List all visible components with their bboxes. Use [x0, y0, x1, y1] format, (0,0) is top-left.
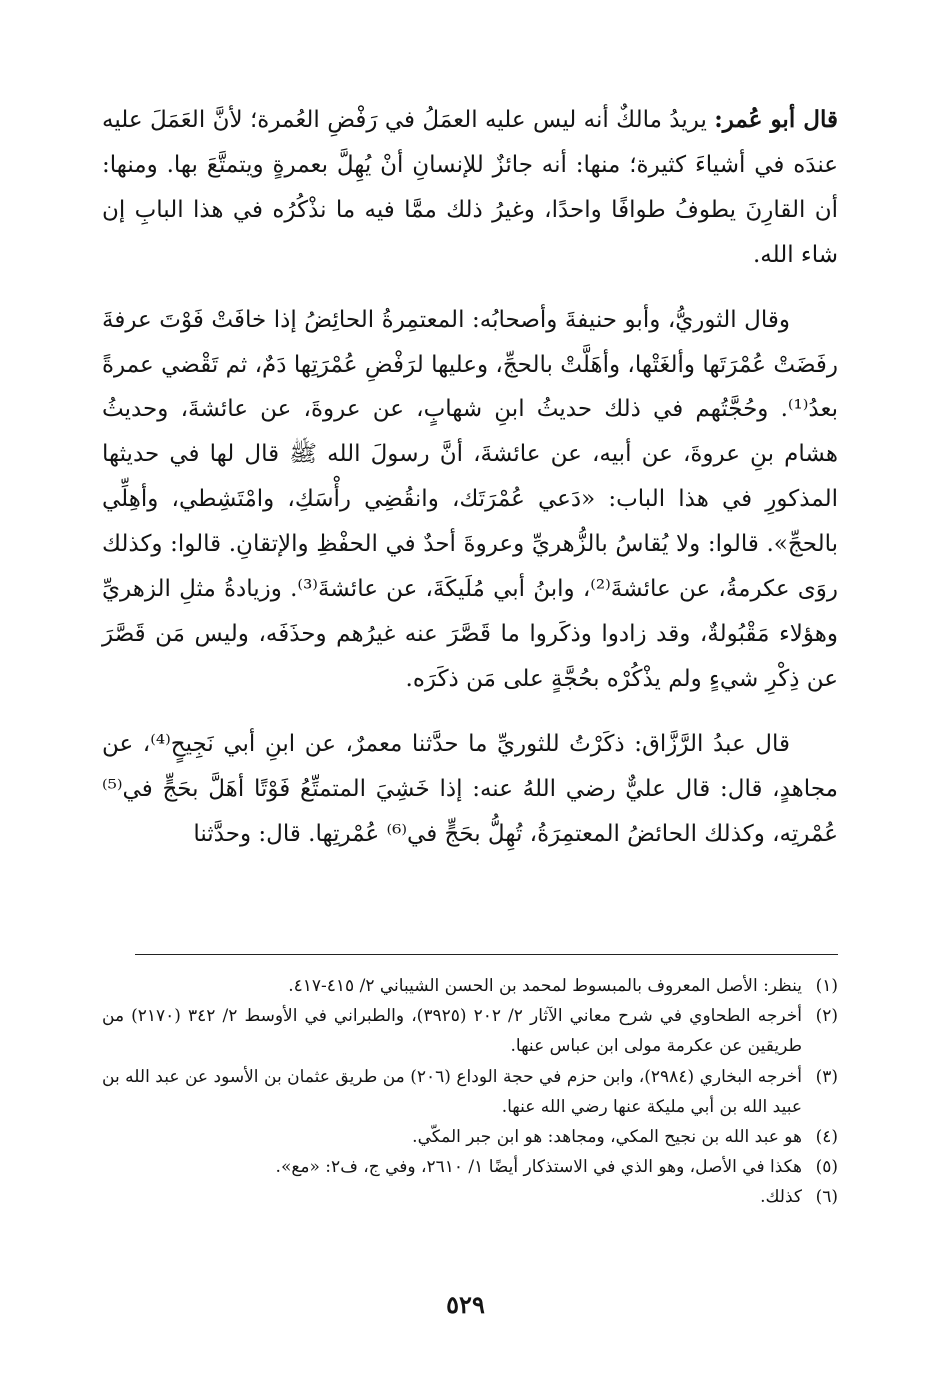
footnote-number: (٢) [815, 1006, 838, 1027]
footnote-divider [135, 954, 838, 955]
footnote-number: (٤) [815, 1127, 838, 1148]
paragraph-2: وقال الثوريُّ، وأبو حنيفةَ وأصحابُه: المعتمِرةُ الحائِضُ إذا خافَتْ فَوْتَ عرفةَ رفَضَتْ عُمْرَتَها وألغَتْها، وأهَلَّتْ بالحجِّ، وعليها لرَفْضِ عُمْرَتِها دَمٌ، ثم تَقْضي عمرةً بعدُ⁽¹⁾. وحُجَّتُهم في ذلك حديثُ ابنِ شهابٍ، عن عروةَ، عن عائشةَ، وحديثُ هشام بنِ عروةَ، عن أبيه، عن عائشةَ، أنَّ رسولَ الله ﷺ قال لها في حديثها المذكورِ في هذا الباب: «دَعي عُمْرَتَك، وانقُضِي رأْسَكِ، وامْتَشِطي، وأهِلِّي بالحجِّ». قالوا: ولا يُقاسُ بالزُّهريِّ وعروةَ أحدٌ في الحفْظِ والإتقانِ. قالوا: وكذلك روَى عكرمةُ، عن عائشةَ⁽²⁾، وابنُ أبي مُلَيكَةَ، عن عائشةَ⁽³⁾. وزيادةُ مثلِ الزهريِّ وهؤلاء مَقْبُولةٌ، وقد زادوا وذكَروا ما قَصَّرَ عنه غيرُهم وحذَفَه، وليس مَن قَصَّرَ عن ذِكْرِ شيءٍ ولم يذْكُرْه بحُجَّةٍ على مَن ذكَرَه. [102, 306, 838, 692]
footnote-text: أخرجه الطحاوي في شرح معاني الآثار ٢/ ٢٠٢ (٣٩٢٥)، والطبراني في الأوسط ٢/ ٣٤٢ (٢١٧٠) من طريقين عن عكرمة مولى ابن عباس عنها. [102, 1006, 802, 1057]
footnote-text: هكذا في الأصل، وهو الذي في الاستذكار أيضًا ١/ ٢٦١٠، وفي ج، ف٢: «مع». [275, 1157, 802, 1178]
footnote-text: أخرجه البخاري (٢٩٨٤)، وابن حزم في حجة الوداع (٢٠٦) من طريق عثمان بن الأسود عن عبد الله بن عبيد الله بن أبي مليكة عنها رضي الله عنها. [102, 1066, 802, 1117]
main-text [102, 98, 838, 877]
footnote-number: (١) [815, 976, 838, 996]
footnote-number: (٦) [815, 1187, 838, 1208]
footnote-3 [102, 1062, 838, 1122]
footnote-6 [102, 1182, 838, 1212]
footnote-2 [102, 1001, 838, 1061]
footnote-5 [102, 1152, 838, 1182]
paragraph-1 [102, 98, 838, 278]
footnote-1 [102, 971, 838, 1001]
footnotes [102, 971, 838, 1213]
paragraph-3: قال عبدُ الرَّزَّاق: ذكَرْتُ للثوريِّ ما حدَّثنا معمرٌ، عن ابنِ أبي نَجِيحٍ⁽⁴⁾، عن مجاهدٍ، قال: قال عليٌّ رضي اللهُ عنه: إذا خَشِيَ المتمتِّعُ فَوْتًا أهَلَّ بحَجٍّ في⁽⁵⁾ عُمْرتِه، وكذلك الحائضُ المعتمِرَةُ، تُهِلُّ بحَجٍّ في⁽⁶⁾ عُمْرتِها. قال: وحدَّثنا [102, 730, 838, 847]
footnote-text: هو عبد الله بن نجيح المكي، ومجاهد: هو ابن جبر المكّي. [412, 1127, 802, 1148]
paragraph-1-text: يريدُ مالكٌ أنه ليس عليه العمَلُ في رَفْضِ العُمرة؛ لأنَّ العَمَلَ عليه عندَه في أشياءَ كثيرة؛ منها: أنه جائزٌ للإنسانِ أنْ يُهِلَّ بعمرةٍ ويتمتَّعَ بها. ومنها: أن القارِنَ يطوفُ طوافًا واحدًا، وغيرُ ذلك ممَّا فيه ما نذْكُرُه في هذا البابِ إن شاء الله. [102, 107, 838, 268]
footnote-text: كذلك. [760, 1187, 802, 1208]
footnote-text: ينظر: الأصل المعروف بالمبسوط لمحمد بن الحسن الشيباني ٢/ ٤١٥-٤١٧. [288, 976, 802, 996]
footnote-number: (٣) [815, 1066, 838, 1087]
footnote-number: (٥) [815, 1157, 838, 1178]
speaker-label: قال أبو عُمر: [714, 106, 839, 133]
footnote-4 [102, 1122, 838, 1152]
page-number: ٥٢٩ [446, 1290, 485, 1319]
